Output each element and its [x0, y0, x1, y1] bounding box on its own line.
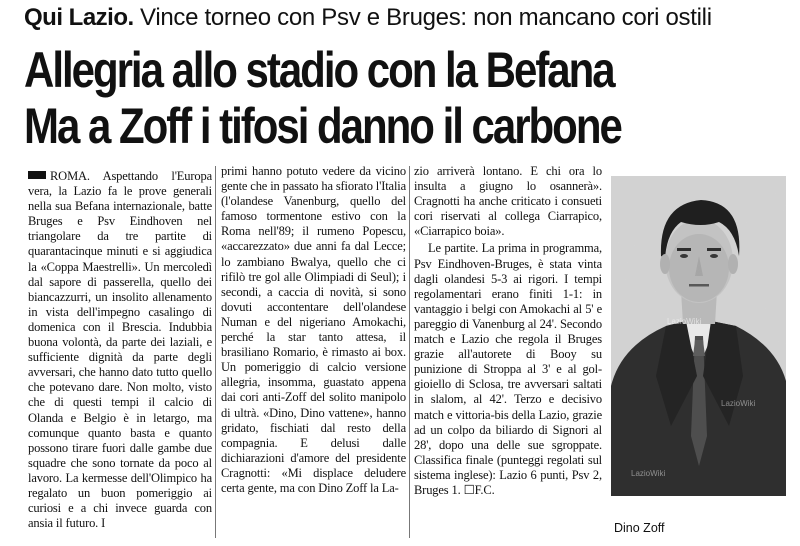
dateline: ROMA. — [50, 169, 90, 183]
article-column-3 — [414, 164, 602, 536]
watermark: LazioWiki — [721, 399, 756, 408]
dateline-square-icon — [28, 171, 46, 179]
column-3-paragraph-1: zio arriverà lontano. E chi ora lo insulta a giugno lo osannerà». Cragnotti ha anche criticato i consueti cori riservati al collega Ciarrapico, «Ciarrapico boia». — [414, 164, 602, 239]
column-divider — [215, 166, 216, 538]
section-label: Qui Lazio. — [24, 4, 134, 31]
author-signature: F.C. — [474, 482, 495, 497]
watermark: LazioWiki — [667, 317, 702, 326]
box-square-icon: ☐ — [463, 482, 475, 497]
article-column-2 — [221, 164, 406, 536]
column-divider — [409, 166, 410, 538]
portrait-image — [611, 176, 786, 496]
kicker-subtitle: Vince torneo con Psv e Bruges: non mancano cori ostili — [133, 4, 712, 31]
article-column-1 — [28, 169, 212, 541]
article-kicker — [24, 3, 794, 33]
column-2-paragraph-1: primi hanno potuto vedere da vicino gente che in passato ha sfiorato l'Italia (l'olandese Vanenburg, quello del famoso tormentone estivo con la Roma nell'89; il rumeno Popescu, «accarezzato» due anni fa dal Lecce; lo zambiano Bwalya, quello che ci rifilò tre gol alle Olimpiadi di Seul); i secondi, a caccia di novità, si sono dovuti accontentare dell'olandese Numan e del nigeriano Amokachi, perché la star tanto attesa, il brasiliano Romario, è rimasto ai box. Un pomeriggio di calcio versione allegria, insomma, guastato appena dai cori anti-Zoff del solito manipolo di ultrà. «Dino, Dino vattene», hanno gridato, fischiati dal resto della compagnia. E delusi dalle dichiarazioni d'amore del presidente Cragnotti: «Mi displace deludere certa gente, ma con Dino Zoff la La- — [221, 164, 406, 495]
column-3-paragraph-2: Le partite. La prima in programma, Psv Eindhoven-Bruges, è stata vinta dagli olandesi 5-3 ai rigori. I tempi regolamentari erano finiti 1-1: in vantaggio i belgi con Amokachi al 5' e pareggio di Vanenburg al 24'. Secondo match e Lazio che regola il Bruges grazie all'autorete di Booy su punizione di Stroppa al 3' e al gol-gioiello di Sclosa, tre avversari saltati in slalom, al 42'. Terzo e decisivo match e vittoria-bis della Lazio, grazie ad un colpo da biliardo di Signori al 28', dopo una delle sue sgroppate. Classifica finale (punteggi regolati sul sistema inglese): Lazio 6 punti, Psv 2, Bruges 1. — [414, 241, 602, 497]
watermark: LazioWiki — [631, 469, 666, 478]
headline-line-2: Ma a Zoff i tifosi danno il carbone — [24, 98, 621, 154]
headline-line-1: Allegria allo stadio con la Befana — [24, 42, 614, 98]
photo-caption: Dino Zoff — [614, 521, 665, 535]
column-1-paragraph-2: La kermesse dell'Olimpico ha regalato un buon pomeriggio ai curiosi e a chi invece guarda con ansia il futuro. I — [28, 470, 212, 531]
portrait-photo — [611, 176, 786, 496]
column-1-paragraph-1: Aspettando l'Europa vera, la Lazio fa le prove generali nella sua Befana internazionale, batte Bruges e Psv Eindhoven nel triangolare da tre partite di quarantacinque minuti e si aggiudica la «Coppa Maestrelli». Un mercoledì dal sapore di passerella, quello dei biancazzurri, un insolito allenamento in vista dell'impegno casalingo di domenica con il Brescia. Indubbia buona volontà, da parte dei laziali, e sufficiente dignità da parte degli avversari, che hanno dato tutto quello che potevano dare. Non molto, visto che di questi tempi il calcio di Olanda e Belgio è in letargo, ma comunque quanto basta e quanto possono tirare fuori dalle gambe due squadre che sono tornate da poco al lavoro. — [28, 169, 212, 485]
